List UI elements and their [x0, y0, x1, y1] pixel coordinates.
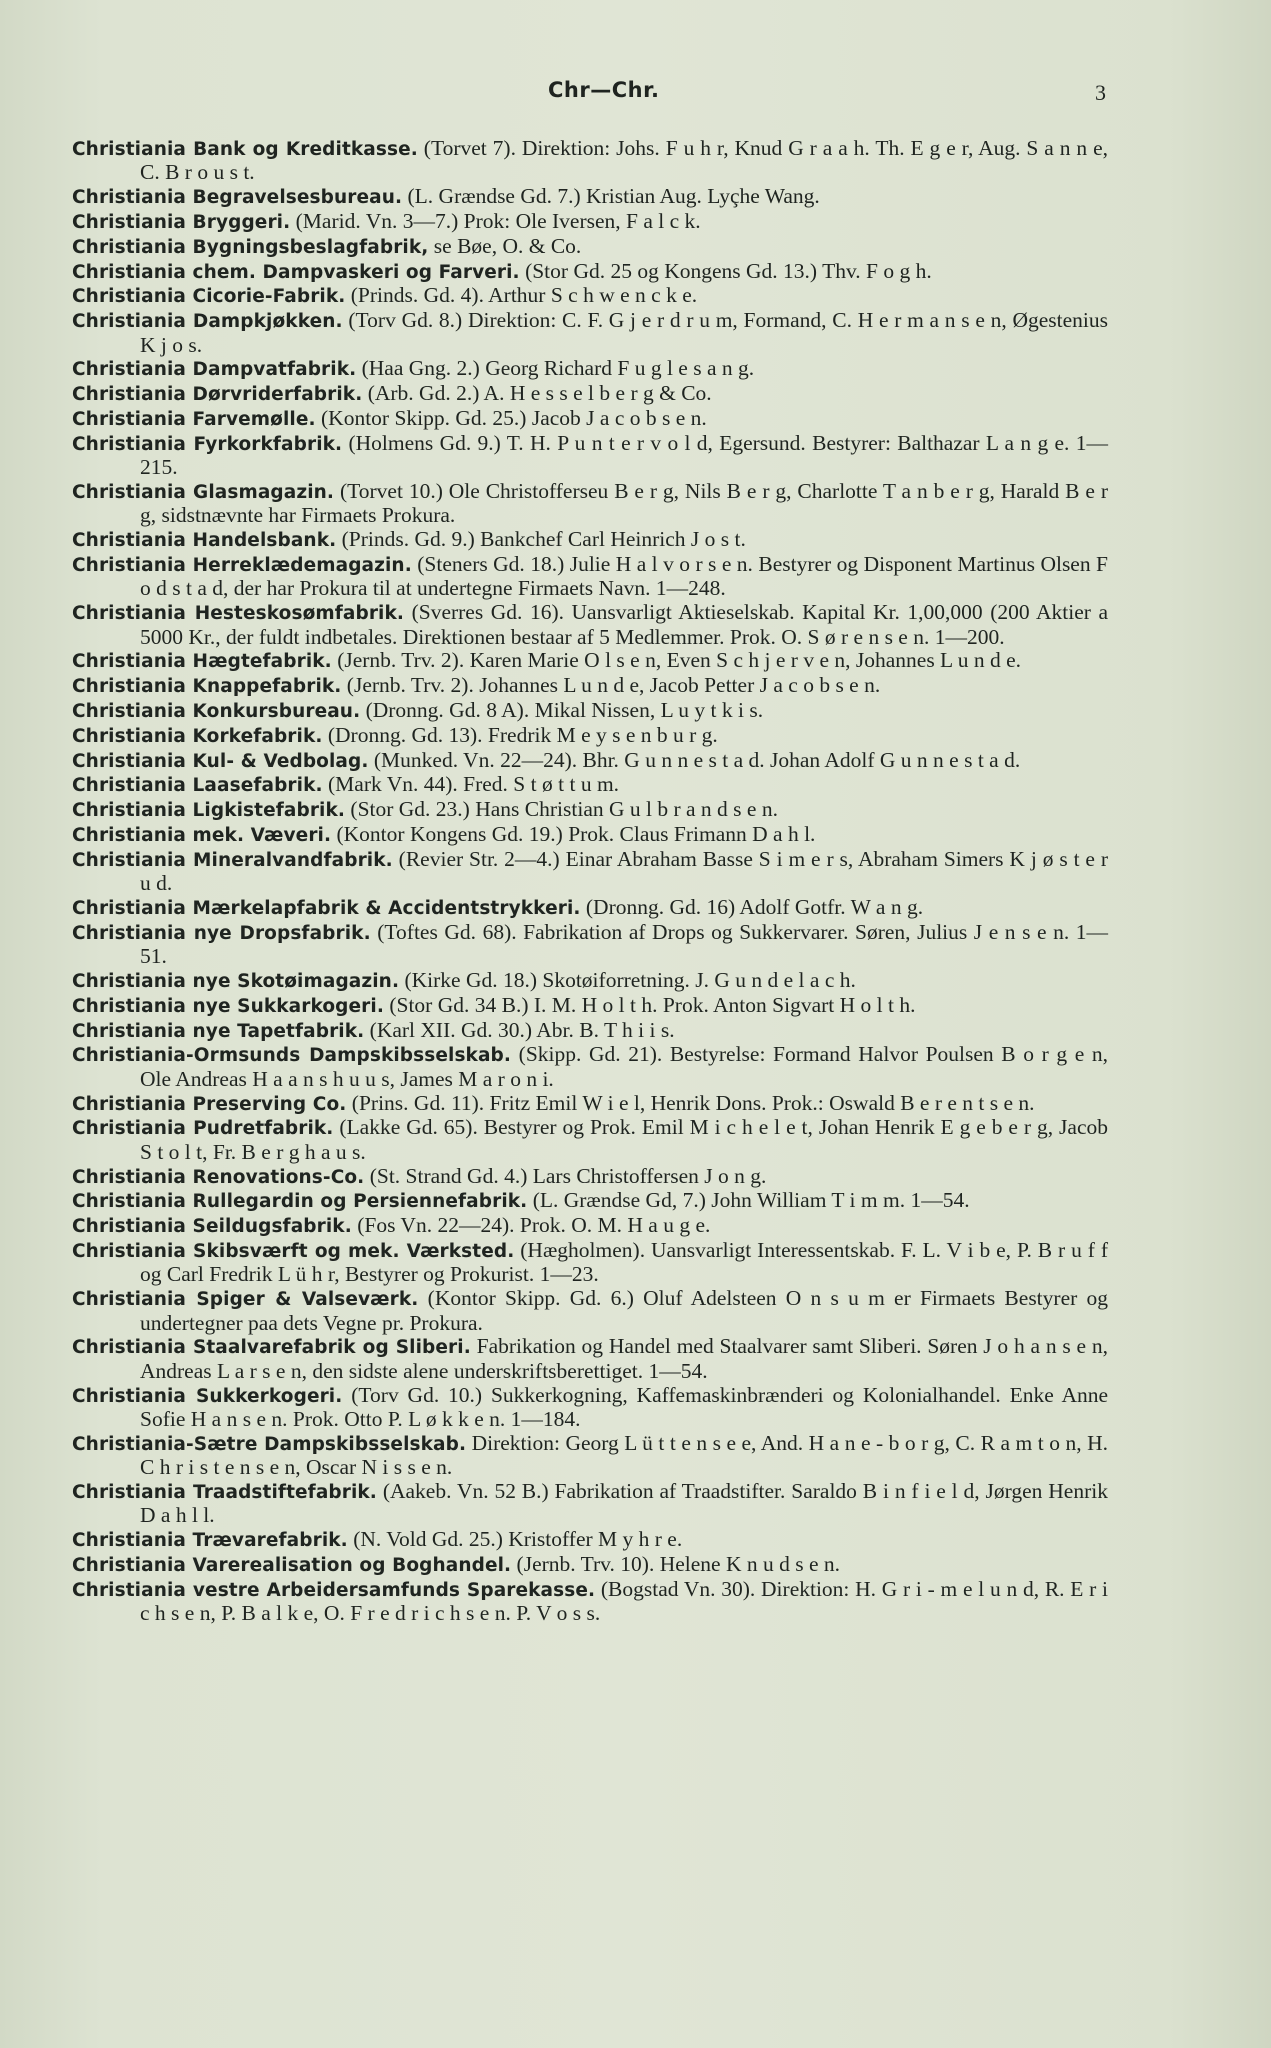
directory-entry — [72, 724, 1108, 748]
firm-name: Christiania Korkefabrik. — [72, 725, 323, 747]
entry-text: (Hægholmen). Uansvarligt Interessentskab. F. L. V i b e, P. B r u f f og Carl Fredrik L ü h r, Bestyrer og Prokurist. 1—23. — [140, 1237, 1108, 1287]
directory-entry — [72, 210, 1108, 234]
entry-text: (Bogstad Vn. 30). Direktion: H. G r i - m e l u n d, R. E r i c h s e n, P. B a l k e, O. F r e d r i c h s e n. P. V o s s. — [140, 1576, 1109, 1626]
firm-name: Christiania Mineralvandfabrik. — [72, 849, 393, 871]
firm-name: Christiania Ligkistefabrik. — [72, 800, 346, 822]
directory-entry — [72, 823, 1108, 847]
firm-name: Christiania Mærkelapfabrik & Accidentstrykkeri. — [72, 897, 581, 919]
directory-entry — [72, 1384, 1108, 1432]
entry-text: Direktion: Georg L ü t t e n s e e, And. H a n e - b o r g, C. R a m t o n, H. C h r i s t e n s e n, Oscar N i s s e n. — [140, 1430, 1108, 1480]
firm-name: Christiania nye Tapetfabrik. — [72, 1020, 365, 1042]
directory-entry — [72, 1335, 1108, 1383]
entry-text: (Jernb. Trv. 2). Johannes L u n d e, Jacob Petter J a c o b s e n. — [346, 673, 881, 698]
directory-entry — [72, 357, 1108, 381]
firm-name: Christiania Sukkerkogeri. — [72, 1385, 343, 1407]
entry-text: (Toftes Gd. 68). Fabrikation af Drops og Sukkervarer. Søren, Julius J e n s e n. 1—51. — [140, 919, 1108, 969]
entry-text: (Prins. Gd. 11). Fritz Emil W i e l, Henrik Dons. Prok.: Oswald B e r e n t s e n. — [351, 1090, 1035, 1115]
directory-entry — [72, 382, 1108, 406]
entry-text: (Dronng. Gd. 8 A). Mikal Nissen, L u y t k i s. — [365, 697, 764, 722]
entry-text: (Kirke Gd. 18.) Skotøiforretning. J. G u n d e l a c h. — [404, 967, 856, 992]
entry-text: Fabrikation og Handel med Staalvarer samt Sliberi. Søren J o h a n s e n, Andreas L a r s e n, den sidste alene underskriftsberettiget. 1—54. — [140, 1334, 1108, 1383]
entry-text: (Mark Vn. 44). Fred. S t ø t t u m. — [328, 772, 620, 797]
firm-name: Christiania Cicorie-Fabrik. — [72, 286, 346, 308]
entry-text: (Kontor Skipp. Gd. 25.) Jacob J a c o b s e n. — [321, 405, 707, 430]
entry-text: (N. Vold Gd. 25.) Kristoffer M y h r e. — [353, 1527, 683, 1552]
entry-text: (Fos Vn. 22—24). Prok. O. M. H a u g e. — [357, 1213, 711, 1238]
firm-name: Christiania Knappefabrik. — [72, 676, 342, 698]
entry-text: (Munked. Vn. 22—24). Bhr. G u n n e s t a d. Johan Adolf G u n n e s t a d. — [373, 747, 1021, 772]
entry-text: (Lakke Gd. 65). Bestyrer og Prok. Emil M i c h e l e t, Johan Henrik E g e b e r g, Jacob S t o l t, Fr. B e r g h a u s. — [140, 1115, 1109, 1164]
firm-name: Christiania Preserving Co. — [72, 1093, 347, 1115]
entry-text: (Aakeb. Vn. 52 B.) Fabrikation af Traadstifter. Saraldo B i n f i e l d, Jørgen Henrik D a h l l. — [140, 1478, 1108, 1528]
entry-text: (Skipp. Gd. 21). Bestyrelse: Formand Halvor Poulsen B o r g e n, Ole Andreas H a a n s h u u s, James M a r o n i. — [140, 1042, 1109, 1091]
firm-name: Christiania Trævarefabrik. — [72, 1530, 348, 1552]
directory-entry — [72, 1214, 1108, 1238]
firm-name: Christiania Fyrkorkfabrik. — [72, 433, 343, 455]
firm-name: Christiania Glasmagazin. — [72, 481, 335, 503]
entry-text: (L. Grændse Gd, 7.) John William T i m m. 1—54. — [532, 1188, 970, 1213]
entry-text: (Revier Str. 2—4.) Einar Abraham Basse S i m e r s, Abraham Simers K j ø s t e r u d. — [140, 846, 1109, 896]
directory-entry — [72, 1019, 1108, 1043]
firm-name: Christiania nye Skotøimagazin. — [72, 970, 400, 992]
directory-entry — [72, 1043, 1108, 1091]
entry-text: (L. Grændse Gd. 7.) Kristian Aug. Lyçhe Wang. — [407, 184, 820, 209]
directory-entry — [72, 235, 1108, 259]
directory-entry — [72, 1528, 1108, 1552]
directory-entry — [72, 749, 1108, 773]
entry-text: (Stor Gd. 25 og Kongens Gd. 13.) Thv. F o g h. — [525, 258, 932, 283]
directory-entry — [72, 674, 1108, 698]
firm-name: Christiania Spiger & Valseværk. — [72, 1289, 419, 1311]
directory-entry — [72, 773, 1108, 797]
directory-entry — [72, 699, 1108, 723]
directory-entry — [72, 260, 1108, 284]
directory-entry — [72, 896, 1108, 920]
entry-text: (Kontor Skipp. Gd. 6.) Oluf Adelsteen O n s u m er Firmaets Bestyrer og undertegner paa dets Vegne pr. Prokura. — [140, 1286, 1108, 1335]
entry-text: (Arb. Gd. 2.) A. H e s s e l b e r g & Co. — [367, 381, 712, 406]
directory-entry — [72, 649, 1108, 673]
firm-name: Christiania Pudretfabrik. — [72, 1118, 334, 1140]
directory-entry — [72, 1092, 1108, 1116]
directory-entry — [72, 994, 1108, 1018]
entry-text: (Prinds. Gd. 9.) Bankchef Carl Heinrich J o s t. — [341, 527, 746, 552]
entry-text: (Stor Gd. 34 B.) I. M. H o l t h. Prok. Anton Sigvart H o l t h. — [389, 992, 916, 1017]
directory-entry — [72, 1165, 1108, 1189]
firm-name: Christiania Bryggeri. — [72, 212, 291, 233]
firm-name: Christiania nye Sukkarkogeri. — [72, 995, 384, 1017]
firm-name: Christiania-Ormsunds Dampskibsselskab. — [72, 1045, 512, 1067]
entry-text: (Stor Gd. 23.) Hans Christian G u l b r a n d s e n. — [350, 797, 778, 822]
entry-text: (Steners Gd. 18.) Julie H a l v o r s e n. Bestyrer og Disponent Martinus Olsen F o d s t a d, der har Prokura til at undertegne Firmaets Navn. 1—248. — [140, 551, 1108, 601]
entry-text: (Torv Gd. 10.) Sukkerkogning, Kaffemaskinbrænderi og Kolonialhandel. Enke Anne Sofie H a n s e n. Prok. Otto P. L ø k k e n. 1—184. — [140, 1382, 1109, 1431]
directory-entry — [72, 137, 1108, 185]
firm-name: Christiania Begravelsesbureau. — [72, 187, 403, 209]
firm-name: Christiania Skibsværft og mek. Værksted. — [72, 1240, 515, 1262]
firm-name: Christiania mek. Væveri. — [72, 824, 332, 846]
entry-text: (Karl XII. Gd. 30.) Abr. B. T h i i s. — [369, 1017, 675, 1042]
directory-entry — [72, 1553, 1108, 1577]
firm-name: Christiania Dampkjøkken. — [72, 311, 343, 333]
firm-name: Christiania Bank og Kreditkasse. — [72, 139, 418, 160]
firm-name: Christiania Renovations-Co. — [72, 1166, 365, 1188]
directory-entry — [72, 553, 1108, 601]
entry-text: (Haa Gng. 2.) Georg Richard F u g l e s a n g. — [361, 356, 755, 381]
firm-name: Christiania Dørvriderfabrik. — [72, 384, 363, 406]
firm-name: Christiania Staalvarefabrik og Sliberi. — [72, 1337, 471, 1359]
entry-text: (Jernb. Trv. 2). Karen Marie O l s e n, Even S c h j e r v e n, Johannes L u n d e. — [337, 648, 1022, 673]
firm-name: Christiania Traadstiftefabrik. — [72, 1481, 377, 1503]
firm-name: Christiania Laasefabrik. — [72, 775, 323, 797]
entry-text: (Dronng. Gd. 13). Fredrik M e y s e n b u r g. — [327, 722, 718, 747]
entry-text: (Prinds. Gd. 4). Arthur S c h w e n c k e. — [350, 283, 698, 308]
entry-text: (Jernb. Trv. 10). Helene K n u d s e n. — [516, 1551, 841, 1576]
firm-name: Christiania Seildugsfabrik. — [72, 1216, 352, 1238]
entry-text: (Kontor Kongens Gd. 19.) Prok. Claus Frimann D a h l. — [336, 821, 816, 846]
firm-name: Christiania Hesteskosømfabrik. — [72, 603, 405, 625]
entry-text: se Bøe, O. & Co. — [433, 233, 582, 258]
directory-entry — [72, 1578, 1108, 1626]
directory-entry — [72, 432, 1108, 480]
firm-name: Christiania Herreklædemagazin. — [72, 554, 412, 576]
directory-entry — [72, 528, 1108, 552]
firm-name: Christiania Varerealisation og Boghandel. — [72, 1554, 512, 1576]
directory-entry — [72, 1287, 1108, 1335]
firm-name: Christiania Farvemølle. — [72, 408, 316, 430]
directory-entry — [72, 309, 1108, 357]
page-header — [0, 78, 1271, 114]
directory-entry — [72, 921, 1108, 969]
entry-text: (Sverres Gd. 16). Uansvarligt Aktieselskab. Kapital Kr. 1,00,000 (200 Aktier a 5000 Kr., der fuldt indbetales. Direktionen bestaar af 5 Medlemmer. Prok. O. S ø r e n s e n. 1—200. — [140, 600, 1109, 649]
directory-entry — [72, 848, 1108, 896]
directory-entry — [72, 480, 1108, 528]
entry-text: (St. Strand Gd. 4.) Lars Christoffersen J o n g. — [369, 1163, 767, 1188]
firm-name: Christiania Rullegardin og Persiennefabrik. — [72, 1191, 528, 1213]
entry-text: (Torvet 10.) Ole Christofferseu B e r g, Nils B e r g, Charlotte T a n b e r g, Harald B e r g, sidstnævnte har Firmaets Prokura. — [140, 478, 1108, 528]
firm-name: Christiania Handelsbank. — [72, 530, 337, 552]
firm-name: Christiania-Sætre Dampskibsselskab. — [72, 1433, 467, 1455]
entry-text: (Dronng. Gd. 16) Adolf Gotfr. W a n g. — [585, 894, 924, 919]
firm-name: Christiania vestre Arbeidersamfunds Sparekasse. — [72, 1579, 596, 1601]
page-number: 3 — [1095, 80, 1106, 105]
firm-name: Christiania chem. Dampvaskeri og Farveri. — [72, 261, 520, 283]
firm-name: Christiania Bygningsbeslagfabrik, — [72, 236, 429, 258]
directory-entry — [72, 1480, 1108, 1528]
firm-name: Christiania Dampvatfabrik. — [72, 359, 357, 381]
directory-entry — [72, 1239, 1108, 1287]
entry-text: (Marid. Vn. 3—7.) Prok: Ole Iversen, F a l c k. — [295, 209, 701, 233]
directory-entry — [72, 798, 1108, 822]
entry-text: (Holmens Gd. 9.) T. H. P u n t e r v o l d, Egersund. Bestyrer: Balthazar L a n g e. 1—215. — [140, 430, 1108, 480]
directory-entry — [72, 1189, 1108, 1213]
entry-list — [72, 137, 1108, 1626]
entry-text: (Torvet 7). Direktion: Johs. F u h r, Knud G r a a h. Th. E g e r, Aug. S a n n e, C. B r o u s t. — [140, 136, 1108, 185]
firm-name: Christiania nye Dropsfabrik. — [72, 922, 371, 944]
directory-entry — [72, 284, 1108, 308]
directory-entry — [72, 1116, 1108, 1164]
running-head: Chr—Chr. — [548, 78, 660, 102]
directory-entry — [72, 601, 1108, 649]
firm-name: Christiania Konkursbureau. — [72, 700, 361, 722]
entry-text: (Torv Gd. 8.) Direktion: C. F. G j e r d r u m, Formand, C. H e r m a n s e n, Øgestenius K j o s. — [140, 308, 1109, 357]
directory-entry — [72, 1432, 1108, 1480]
directory-entry — [72, 407, 1108, 431]
firm-name: Christiania Hægtefabrik. — [72, 651, 332, 673]
firm-name: Christiania Kul- & Vedbolag. — [72, 750, 369, 772]
directory-entry — [72, 185, 1108, 209]
directory-entry — [72, 969, 1108, 993]
